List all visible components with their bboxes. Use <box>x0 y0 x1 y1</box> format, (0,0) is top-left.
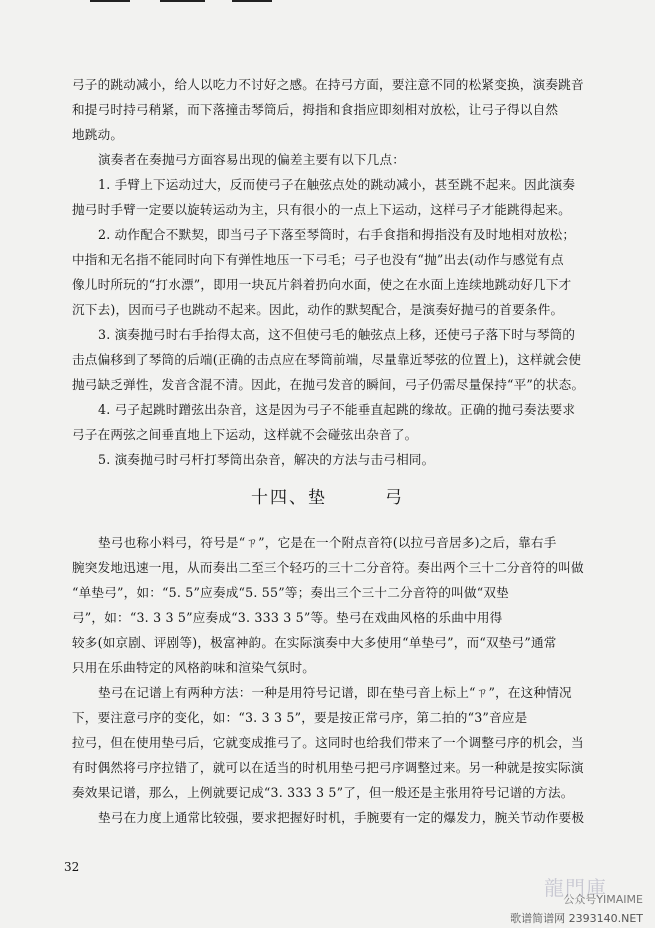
text-line: 垫弓在记谱上有两种方法：一种是用符号记谱，即在垫弓音上标上“ㄗ”，在这种情况 <box>98 685 572 700</box>
text-line: 3. 演奏抛弓时右手抬得太高，这不但使弓毛的触弦点上移，还使弓子落下时与琴筒的 <box>98 327 576 342</box>
page-number: 32 <box>64 860 80 874</box>
text-line: 地跳动。 <box>72 127 124 142</box>
text-line: 击点偏移到了琴筒的后端(正确的击点应在琴筒前端，尽量靠近琴弦的位置上)，这样就会使 <box>72 352 582 367</box>
section-heading <box>0 483 655 508</box>
text-line: 5. 演奏抛弓时弓杆打琴筒出杂音，解决的方法与击弓相同。 <box>98 452 435 467</box>
text-line: 较多(如京剧、评剧等)，极富神韵。在实际演奏中大多使用“单垫弓”，而“双垫弓”通常 <box>72 635 557 650</box>
text-line: 演奏者在奏抛弓方面容易出现的偏差主要有以下几点： <box>98 152 406 167</box>
watermark <box>505 872 645 928</box>
text-line: 2. 动作配合不默契，即当弓子下落至琴筒时，右手食指和拇指没有及时地相对放松； <box>98 227 576 242</box>
text-line: 弓子在两弦之间垂直地上下运动，这样就不会碰弦出杂音了。 <box>72 427 418 442</box>
text-line: 弓子的跳动减小，给人以吃力不讨好之感。在持弓方面，要注意不同的松紧变换，演奏跳音 <box>72 77 584 92</box>
text-line: 奏效果记谱，那么，上例就要记成“3. 333 3 5”了，但一般还是主张用符号记谱的方法。 <box>72 785 574 800</box>
text-line: 中指和无名指不能同时向下有弹性地压一下弓毛；弓子也没有“抛”出去(动作与感觉有点 <box>72 252 564 267</box>
section-heading-part-b: 弓 <box>385 488 404 508</box>
text-block-bottom <box>72 530 592 830</box>
text-line: 抛弓缺乏弹性，发音含混不清。因此，在抛弓发音的瞬间，弓子仍需尽量保持“平”的状态。 <box>72 377 585 392</box>
text-line: 1. 手臂上下运动过大，反而使弓子在触弦点处的跳动减小，甚至跳不起来。因此演奏 <box>98 177 576 192</box>
text-line: “单垫弓”，如：“5. 5”应奏成“5. 55”等；奏出三个三十二分音符的叫做“双垫 <box>72 585 509 600</box>
text-line: 和提弓时持弓稍紧，而下落撞击琴筒后，拇指和食指应即刻相对放松，让弓子得以自然 <box>72 102 559 117</box>
text-line: 像儿时所玩的“打水漂”，即用一块瓦片斜着扔向水面，使之在水面上连续地跳动好几下才 <box>72 277 572 292</box>
watermark-logo: 龍門庫 <box>544 876 607 900</box>
text-line: 腕突发地迅速一甩，从而奏出二至三个轻巧的三十二分音符。奏出两个三十二分音符的叫做 <box>72 560 584 575</box>
text-line: 垫弓也称小料弓，符号是“ㄗ”，它是在一个附点音符(以拉弓音居多)之后，靠右手 <box>98 535 557 550</box>
text-line: 抛弓时手臂一定要以旋转运动为主，只有很小的一点上下运动，这样弓子才能跳得起来。 <box>72 202 571 217</box>
text-line: 4. 弓子起跳时蹭弦出杂音，这是因为弓子不能垂直起跳的缘故。正确的抛弓奏法要求 <box>98 402 576 417</box>
section-heading-part-a: 十四、垫 <box>251 488 327 508</box>
text-line: 下，要注意弓序的变化，如：“3. 3 3 5”，要是按正常弓序，第二拍的“3”音应是 <box>72 710 528 725</box>
text-line: 弓”，如：“3. 3 3 5”应奏成“3. 333 3 5”等。垫弓在戏曲风格的乐曲中用得 <box>72 610 503 625</box>
scan-edge-marks <box>0 0 655 8</box>
text-line: 只用在乐曲特定的风格韵味和渲染气氛时。 <box>72 660 316 675</box>
text-line: 沉下去)，因而弓子也跳动不起来。因此，动作的默契配合，是演奏好抛弓的首要条件。 <box>72 302 564 317</box>
text-block-top <box>72 72 592 472</box>
watermark-line-1: 公众号YIMAIME <box>563 893 643 906</box>
watermark-line-2: 歌谱简谱网 2393140.NET <box>510 912 643 925</box>
text-line: 垫弓在力度上通常比较强，要求把握好时机，手腕要有一定的爆发力，腕关节动作要极 <box>98 810 585 825</box>
text-line: 拉弓，但在使用垫弓后，它就变成推弓了。这同时也给我们带来了一个调整弓序的机会，当 <box>72 735 584 750</box>
text-line: 有时偶然将弓序拉错了，就可以在适当的时机用垫弓把弓序调整过来。另一种就是按实际演 <box>72 760 584 775</box>
